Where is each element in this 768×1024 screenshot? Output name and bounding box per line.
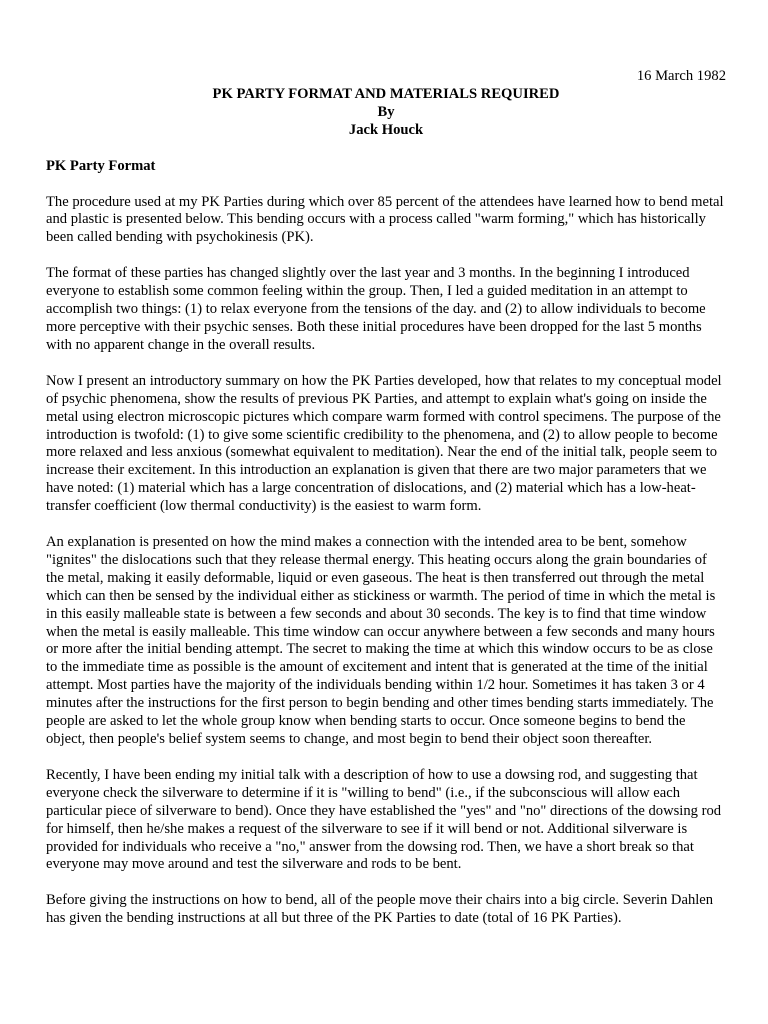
section-heading: PK Party Format bbox=[46, 157, 156, 174]
paragraph: Before giving the instructions on how to bend, all of the people move their chairs into a big circle. Severin Dahlen has given the bending instructions at all but three of the PK Parties to date (total of 16 PK Parties). bbox=[46, 892, 714, 927]
document-page bbox=[46, 68, 726, 928]
paragraph: An explanation is presented on how the mind makes a connection with the intended area to be bent, somehow "ignites" the dislocations such that they release thermal energy. This heating occurs along the grain boundaries of the metal, making it easily deformable, liquid or even gaseous. The heat is then transferred out through the metal which can then be sensed by the individual either as stickiness or warmth. The period of time in which the metal is in this easily malleable state is between a few seconds and about 30 seconds. The key is to find that time window when the metal is easily malleable. This time window can occur anywhere between a few seconds and many hours or more after the initial bending attempt. The secret to making the time at which this window occurs to be as close to the immediate time as possible is the amount of excitement and intent that is generated at the time of the initial attempt. Most parties have the majority of the individuals bending within 1/2 hour. Sometimes it has taken 3 or 4 minutes after the instructions for the first person to begin bending and other times bending starts immediately. The people are asked to let the whole group know when bending starts to occur. Once someone begins to bend the object, then people's belief system seems to change, and most begin to bend their object soon thereafter. bbox=[46, 534, 716, 747]
title-block bbox=[46, 86, 726, 140]
document-date: 16 March 1982 bbox=[636, 68, 726, 84]
document-title: PK PARTY FORMAT AND MATERIALS REQUIRED bbox=[212, 85, 560, 102]
byline-by: By bbox=[377, 103, 395, 120]
paragraph: The procedure used at my PK Parties during which over 85 percent of the attendees have learned how to bend metal and plastic is presented below. This bending occurs with a process called "warm forming," which has historically been called bending with psychokinesis (PK). bbox=[46, 193, 724, 246]
paragraph: Recently, I have been ending my initial talk with a description of how to use a dowsing rod, and suggesting that everyone check the silverware to determine if it is "willing to bend" (i.e., if the subconscious will allow each particular piece of silverware to bend). Once they have established the "yes" and "no" directions of the dowsing rod for himself, then he/she makes a request of the silverware to see if it will bend or not. Additional silverware is provided for individuals who receive a "no," answer from the dowsing rod. Then, we have a short break so that everyone may move around and test the silverware and rods to be bent. bbox=[46, 766, 722, 873]
paragraph: Now I present an introductory summary on how the PK Parties developed, how that relates to my conceptual model of psychic phenomena, show the results of previous PK Parties, and attempt to explain what's going on inside the metal using electron microscopic pictures which compare warm formed with control specimens. The purpose of the introduction is twofold: (1) to give some scientific credibility to the phenomena, and (2) to allow people to become more relaxed and less anxious (somewhat equivalent to meditation). Near the end of the initial talk, people seem to increase their excitement. In this introduction an explanation is given that there are two major parameters that we have noted: (1) material which has a large concentration of dislocations, and (2) material which has a low-heat-transfer coefficient (low thermal conductivity) is the easiest to warm form. bbox=[46, 372, 722, 515]
paragraph: The format of these parties has changed slightly over the last year and 3 months. In the beginning I introduced everyone to establish some common feeling within the group. Then, I led a guided meditation in an attempt to accomplish two things: (1) to relax everyone from the tensions of the day. and (2) to allow individuals to become more perceptive with their psychic senses. Both these initial procedures have been dropped for the last 5 months with no apparent change in the overall results. bbox=[46, 265, 706, 353]
author-name: Jack Houck bbox=[348, 121, 424, 138]
